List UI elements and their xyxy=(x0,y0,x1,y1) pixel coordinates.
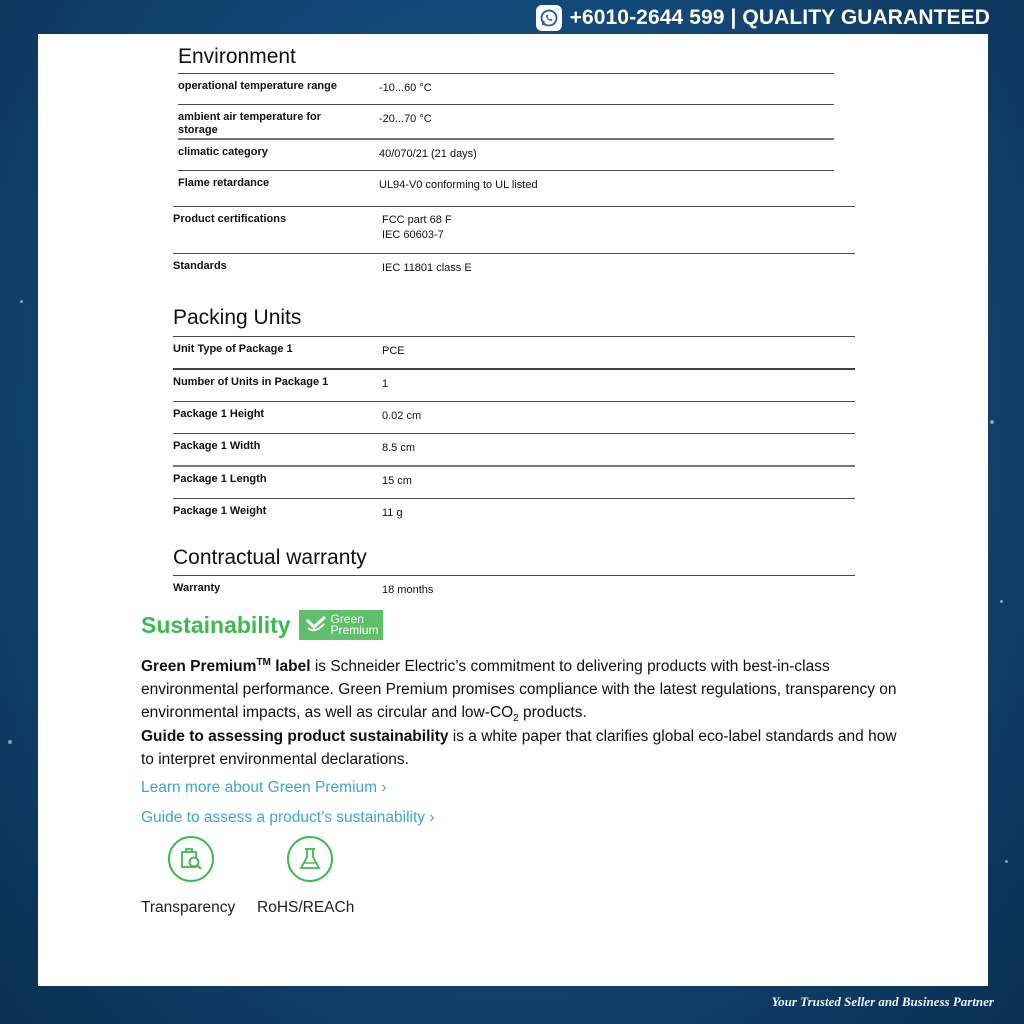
row-label: climatic category xyxy=(178,146,268,158)
contact-text: +6010-2644 599 | QUALITY GUARANTEED xyxy=(569,6,990,29)
transparency-label: Transparency xyxy=(141,899,236,916)
table-row xyxy=(173,206,855,253)
green-premium-paragraph xyxy=(141,651,901,730)
subscript-2: 2 xyxy=(513,713,519,725)
green-premium-badge xyxy=(299,610,383,640)
label-term: label xyxy=(270,658,311,676)
row-label: Package 1 Width xyxy=(173,440,261,452)
warranty-title: Contractual warranty xyxy=(173,546,367,569)
sustainability-header xyxy=(141,610,383,640)
footer-tagline: Your Trusted Seller and Business Partner xyxy=(771,994,994,1009)
badge-line: Green xyxy=(330,612,364,626)
badge-line: Premium xyxy=(330,623,379,637)
whatsapp-icon xyxy=(536,5,562,31)
table-row xyxy=(173,401,855,433)
row-label: ambient air temperature for storage xyxy=(178,111,322,136)
sustainability-title: Sustainability xyxy=(141,611,291,638)
row-label: Product certifications xyxy=(173,213,287,225)
certifications-table xyxy=(173,206,855,284)
row-value: FCC part 68 F IEC 60603-7 xyxy=(382,214,452,241)
row-label: Warranty xyxy=(173,582,221,594)
background-dot xyxy=(1000,600,1003,603)
background-dot xyxy=(20,300,23,303)
learn-more-green-premium-link[interactable]: Learn more about Green Premium › xyxy=(141,779,387,796)
table-row xyxy=(173,575,855,604)
table-row xyxy=(178,138,834,170)
background-dot xyxy=(1005,860,1008,863)
warranty-table xyxy=(173,575,855,604)
table-row xyxy=(178,104,834,138)
guide-term: Guide to assessing product sustainability xyxy=(141,728,449,745)
guide-sustainability-link[interactable]: Guide to assess a product’s sustainability › xyxy=(141,809,435,826)
table-row xyxy=(173,253,855,284)
row-label: Package 1 Weight xyxy=(173,505,267,517)
green-premium-leaf-icon xyxy=(305,616,327,634)
rohs-reach-label: RoHS/REACh xyxy=(257,899,355,916)
row-value: 0.02 cm xyxy=(382,410,422,422)
row-label: Standards xyxy=(173,260,227,272)
environment-title: Environment xyxy=(178,45,296,68)
table-row xyxy=(173,336,855,368)
row-value: -10...60 °C xyxy=(379,82,432,94)
transparency-icon xyxy=(168,836,214,882)
row-value: -20...70 °C xyxy=(379,113,432,125)
trademark-mark: TM xyxy=(256,657,271,668)
row-value: IEC 11801 class E xyxy=(382,262,472,274)
datasheet-page xyxy=(38,34,988,986)
table-row xyxy=(178,73,834,104)
green-premium-term: Green Premium xyxy=(141,658,257,676)
packing-units-table xyxy=(173,336,855,530)
row-label: Flame retardance xyxy=(178,177,270,189)
table-row xyxy=(173,498,855,530)
flask-icon xyxy=(287,836,333,882)
row-label: Number of Units in Package 1 xyxy=(173,376,329,388)
row-label: Package 1 Height xyxy=(173,408,265,420)
table-row xyxy=(173,368,855,401)
paragraph-text: is Schneider Electric’s commitment to delivering products with best-in-class environmental performance. Green Premium promises compliance with the latest regulations, transparency on environmental impacts, as well as circular and low-CO xyxy=(141,658,897,722)
row-label: Package 1 Length xyxy=(173,473,267,485)
background-dot xyxy=(8,740,12,744)
row-value: 8.5 cm xyxy=(382,442,416,454)
table-row xyxy=(178,170,834,203)
row-label: Unit Type of Package 1 xyxy=(173,343,293,355)
environment-table xyxy=(178,73,834,203)
row-label: operational temperature range xyxy=(178,80,337,92)
row-value: 15 cm xyxy=(382,475,412,487)
row-value: 18 months xyxy=(382,584,434,596)
contact-banner xyxy=(536,4,990,32)
table-row xyxy=(173,465,855,498)
guide-paragraph xyxy=(141,725,901,771)
paragraph-end: products. xyxy=(518,704,587,722)
row-value: 40/070/21 (21 days) xyxy=(379,148,477,160)
paragraph-text: is a white paper that clarifies global eco-label standards and how to interpret environmental declarations. xyxy=(141,728,897,768)
row-value: 1 xyxy=(382,378,389,390)
row-value: PCE xyxy=(382,345,405,357)
packing-units-title: Packing Units xyxy=(173,306,302,329)
table-row xyxy=(173,433,855,465)
row-value: 11 g xyxy=(382,507,403,519)
row-value: UL94-V0 conforming to UL listed xyxy=(379,179,538,191)
background-dot xyxy=(990,420,994,424)
